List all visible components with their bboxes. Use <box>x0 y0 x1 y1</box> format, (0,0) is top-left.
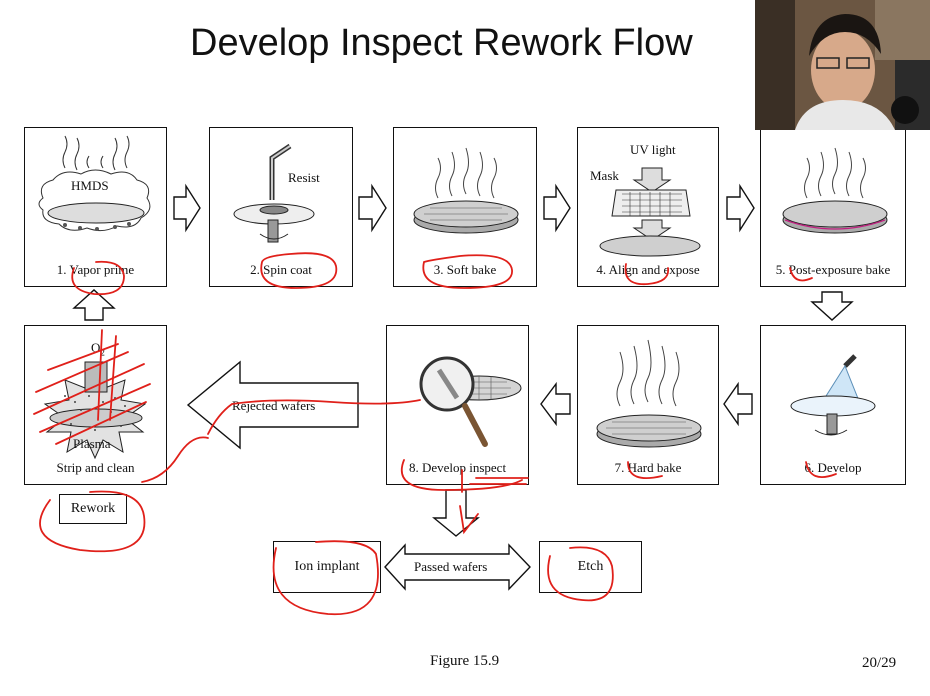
spin-coat-caption: 2. Spin coat <box>250 262 312 277</box>
o2-label-main: O <box>91 340 101 355</box>
arrow-6-to-7 <box>724 384 752 424</box>
develop-inspect-caption: 8. Develop inspect <box>408 460 507 475</box>
slide-title: Develop Inspect Rework Flow <box>190 22 693 64</box>
page-number: 20/29 <box>862 655 897 671</box>
arrow-1-to-2 <box>174 186 200 230</box>
resist-label: Resist <box>288 170 320 185</box>
arrow-inspect-down <box>434 490 478 536</box>
arrow-2-to-3 <box>359 186 386 230</box>
o2-label-sub: 2 <box>100 347 105 358</box>
develop-caption: 6. Develop <box>804 460 862 475</box>
post-exposure-bake-caption: 5. Post-exposure bake <box>775 262 891 277</box>
etch-box: Etch <box>539 541 642 593</box>
hmds-label: HMDS <box>71 178 109 193</box>
vapor-prime-caption: 1. Vapor prime <box>56 262 135 277</box>
mask-label: Mask <box>590 168 619 183</box>
plasma-label: Plasma <box>73 436 111 451</box>
ion-implant-box: Ion implant <box>273 541 381 593</box>
arrow-7-to-8 <box>541 384 570 424</box>
uv-light-label: UV light <box>630 142 676 157</box>
arrow-rework-up <box>74 290 114 320</box>
arrow-5-to-6 <box>812 292 852 320</box>
presenter-video <box>755 0 930 130</box>
arrow-3-to-4 <box>544 186 570 230</box>
webcam-overlay <box>755 0 930 130</box>
strip-clean-caption: Strip and clean <box>56 460 135 475</box>
passed-wafers-label: Passed wafers <box>414 559 488 574</box>
figure-caption: Figure 15.9 <box>430 653 500 669</box>
soft-bake-caption: 3. Soft bake <box>433 262 497 277</box>
rejected-wafers-label: Rejected wafers <box>232 398 316 413</box>
arrow-4-to-5 <box>727 186 754 230</box>
rework-box: Rework <box>59 494 127 524</box>
hard-bake-caption: 7. Hard bake <box>614 460 682 475</box>
align-expose-caption: 4. Align and expose <box>596 262 700 277</box>
